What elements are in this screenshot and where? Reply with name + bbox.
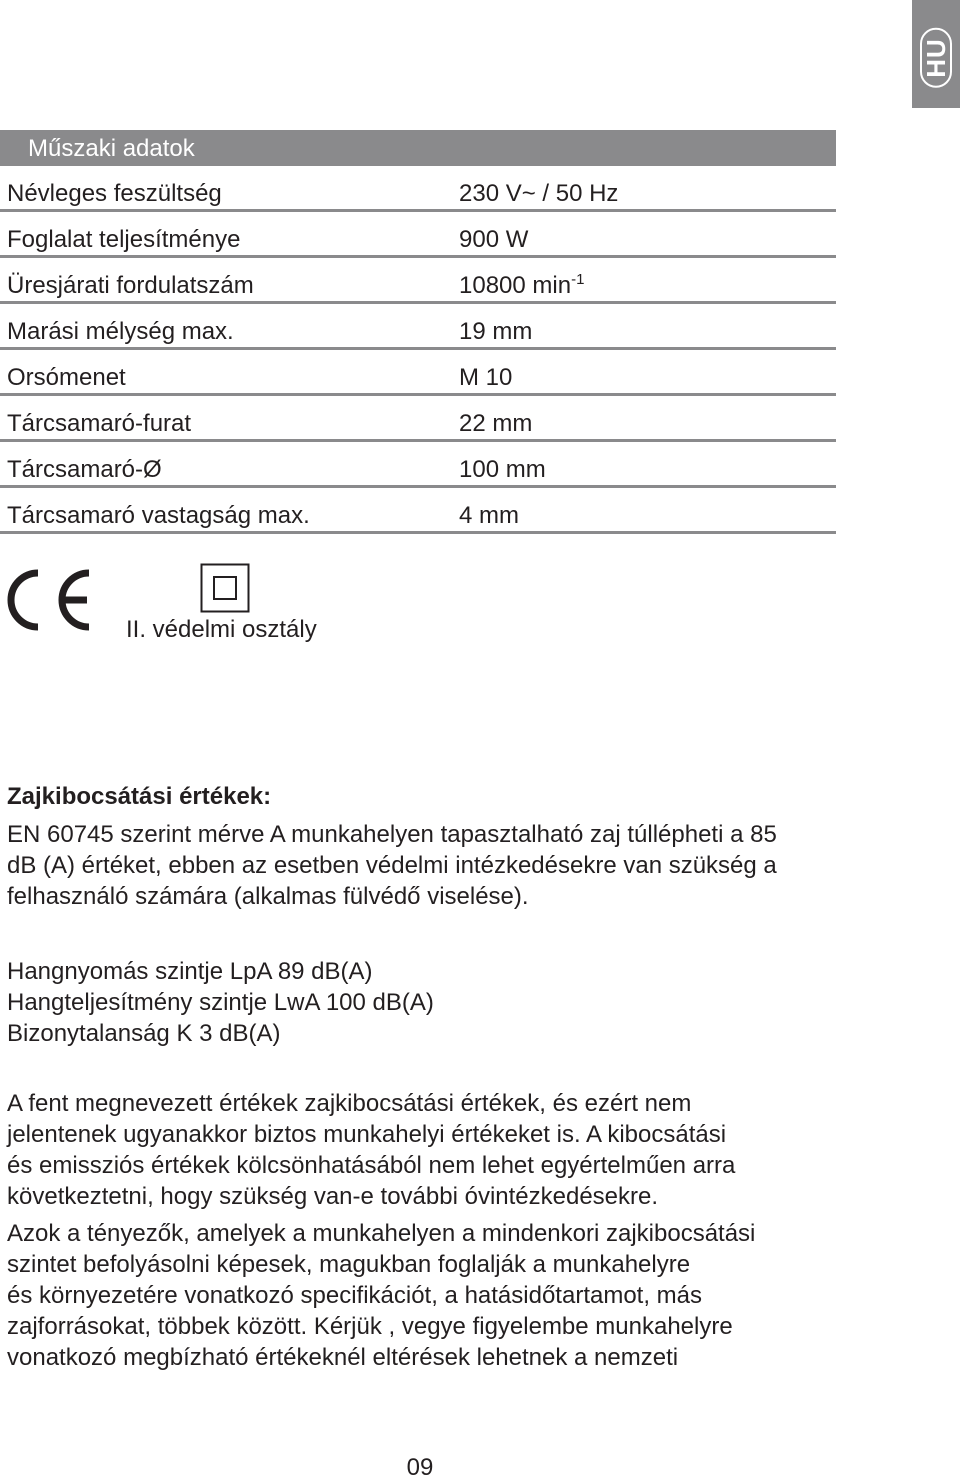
text-line: Azok a tényezők, amelyek a munkahelyen a mindenkori zajkibocsátási <box>7 1220 756 1247</box>
spec-row <box>0 442 836 488</box>
spec-row <box>0 258 836 304</box>
noise-intro <box>7 819 777 912</box>
spec-value: 10800 $\min^{-1}$ <box>459 271 585 299</box>
text-line: szintet befolyásolni képesek, magukban foglalják a munkahelyre <box>7 1251 691 1278</box>
spec-label: Üresjárati fordulatszám <box>7 272 254 299</box>
text-line: Hangnyomás szintje LpA 89 dB(A) <box>7 958 373 985</box>
ce-mark-icon <box>5 567 95 633</box>
text-line: következtetni, hogy szükség van-e további óvintézkedésekre. <box>7 1183 659 1210</box>
text-line: dB (A) értéket, ebben az esetben védelmi intézkedésekre van szükség a <box>7 852 777 879</box>
spec-row <box>0 350 836 396</box>
noise-paragraph-2 <box>7 1218 755 1373</box>
spec-label: Orsómenet <box>7 364 126 391</box>
spec-label: Névleges feszültség <box>7 180 222 207</box>
text-line: EN 60745 szerint mérve A munkahelyen tapasztalható zaj túllépheti a 85 <box>7 821 777 848</box>
text-line: Hangteljesítmény szintje LwA 100 dB(A) <box>7 989 434 1016</box>
spec-value: 900 W <box>459 226 529 253</box>
spec-row <box>0 166 836 212</box>
spec-value: 4 mm <box>459 502 519 529</box>
spec-value: M 10 <box>459 364 513 391</box>
spec-value: 230 V~ / 50 Hz <box>459 180 619 207</box>
spec-table-title: Műszaki adatok <box>0 130 836 166</box>
text-line: zajforrásokat, többek között. Kérjük , vegye figyelembe munkahelyre <box>7 1313 733 1340</box>
language-tab <box>912 0 960 108</box>
spec-row <box>0 396 836 442</box>
text-line: Bizonytalanság K 3 dB(A) <box>7 1020 281 1047</box>
spec-label: Foglalat teljesítménye <box>7 226 241 253</box>
spec-rows <box>0 166 836 534</box>
spec-label: Tárcsamaró-furat <box>7 410 192 437</box>
noise-values <box>7 956 434 1049</box>
spec-value: 19 mm <box>459 318 533 345</box>
spec-row <box>0 488 836 534</box>
spec-label: Tárcsamaró-Ø <box>7 456 162 483</box>
noise-paragraph-1 <box>7 1088 735 1212</box>
double-insulation-icon <box>200 563 250 613</box>
spec-table <box>0 130 836 534</box>
spec-value: 100 mm <box>459 456 546 483</box>
spec-row <box>0 212 836 258</box>
language-code: HU <box>920 28 952 88</box>
text-line: jelentenek ugyanakkor biztos munkahelyi értékeket is. A kibocsátási <box>7 1121 727 1148</box>
protection-class-label: II. védelmi osztály <box>126 616 317 643</box>
spec-value-exponent: -1 <box>571 271 585 288</box>
spec-row <box>0 304 836 350</box>
spec-value: 22 mm <box>459 410 533 437</box>
text-line: és emissziós értékek kölcsönhatásából nem lehet egyértelműen arra <box>7 1152 736 1179</box>
text-line: A fent megnevezett értékek zajkibocsátási értékek, és ezért nem <box>7 1090 692 1117</box>
noise-heading: Zajkibocsátási értékek: <box>7 783 272 810</box>
text-line: és környezetére vonatkozó specifikációt, a hatásidőtartamot, más <box>7 1282 703 1309</box>
spec-label: Marási mélység max. <box>7 318 234 345</box>
text-line: felhasználó számára (alkalmas fülvédő viselése). <box>7 883 529 910</box>
spec-label: Tárcsamaró vastagság max. <box>7 502 310 529</box>
page-number: 09 <box>406 1454 434 1481</box>
text-line: vonatkozó megbízható értékeknél eltérések lehetnek a nemzeti <box>7 1344 679 1371</box>
